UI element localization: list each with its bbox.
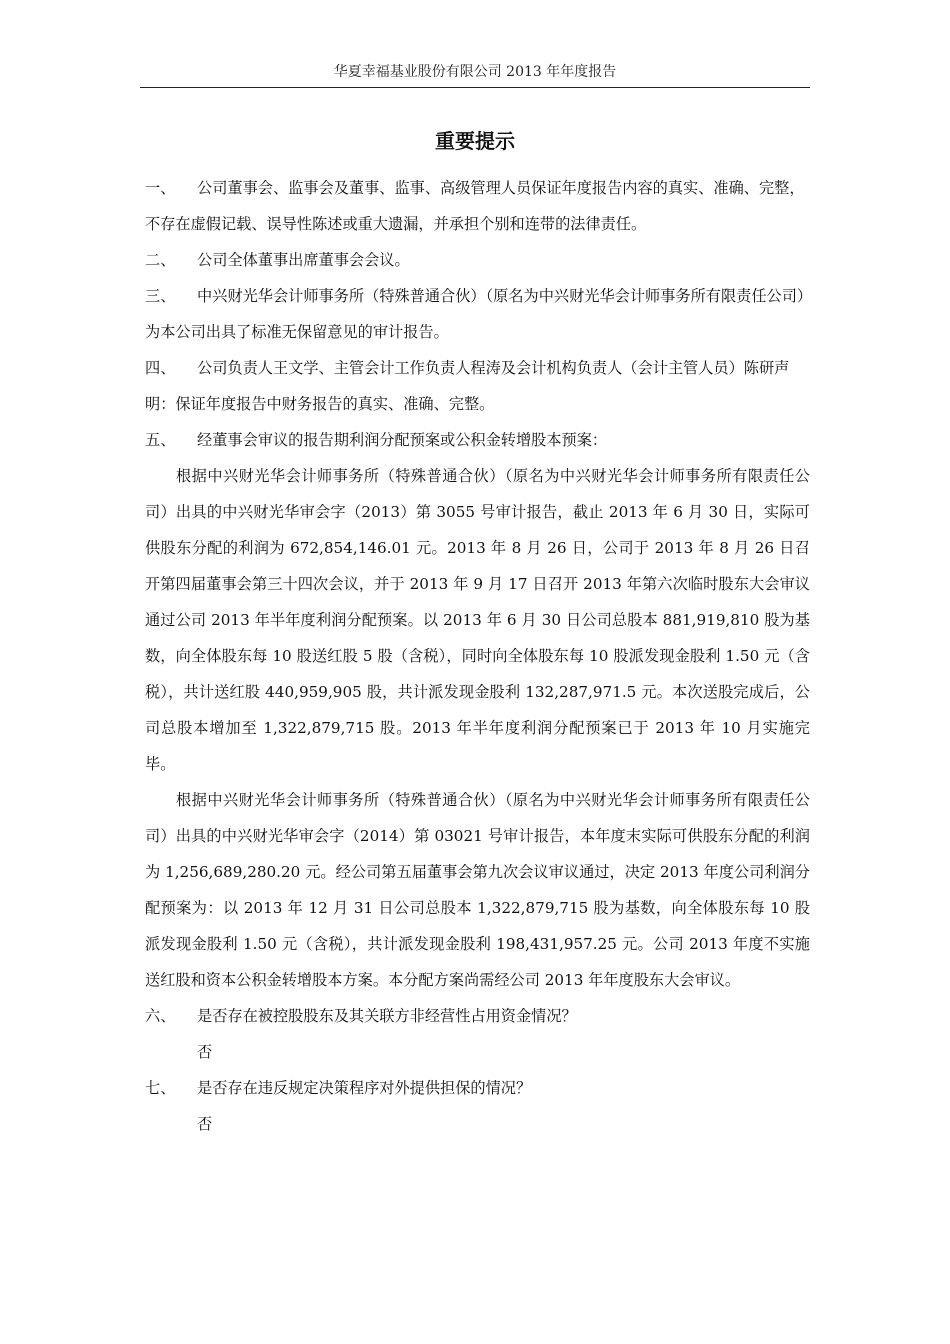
item-text: 中兴财光华会计师事务所（特殊普通合伙）（原名为中兴财光华会计师事务所有限责任公司）为本公司出具了标准无保留意见的审计报告。 — [145, 287, 805, 341]
notice-item-3 — [145, 278, 810, 350]
profit-distribution-paragraph-1: 根据中兴财光华会计师事务所（特殊普通合伙）（原名为中兴财光华会计师事务所有限责任公司）出具的中兴财光华审会字（2013）第 3055 号审计报告，截止 2013 年 6 月 30 日，实际可供股东分配的利润为 672,854,146.01 元。2013 年 8 月 26 日，公司于 2013 年 8 月 26 日召开第四届董事会第三十四次会议，并于 2013 年 9 月 17 日召开 2013 年第六次临时股东大会审议通过公司 2013 年半年度利润分配预案。以 2013 年 6 月 30 日公司总股本 881,919,810 股为基数，向全体股东每 10 股送红股 5 股（含税），同时向全体股东每 10 股派发现金股利 1.50 元（含税），共计送红股 440,959,905 股，共计派发现金股利 132,287,971.5 元。本次送股完成后，公司总股本增加至 1,322,879,715 股。2013 年半年度利润分配预案已于 2013 年 10 月实施完毕。 — [145, 467, 810, 773]
notice-item-1 — [145, 170, 810, 242]
answer-7: 否 — [197, 1115, 213, 1133]
notice-item-4 — [145, 350, 810, 422]
profit-distribution-paragraph-2: 根据中兴财光华会计师事务所（特殊普通合伙）（原名为中兴财光华会计师事务所有限责任公司）出具的中兴财光华审会字（2014）第 03021 号审计报告，本年度末实际可供股东分配的利润为 1,256,689,280.20 元。经公司第五届董事会第九次会议审议通过，决定 2013 年度公司利润分配预案为：以 2013 年 12 月 31 日公司总股本 1,322,879,715 股为基数，向全体股东每 10 股派发现金股利 1.50 元（含税），共计派发现金股利 198,431,957.25 元。公司 2013 年度不实施送红股和资本公积金转增股本方案。本分配方案尚需经公司 2013 年年度股东大会审议。 — [145, 791, 810, 989]
item-number: 四、 — [145, 359, 176, 377]
item-number: 二、 — [145, 251, 176, 269]
item-number: 三、 — [145, 287, 176, 305]
item-number: 五、 — [145, 431, 176, 449]
page-title: 重要提示 — [435, 129, 515, 153]
item-text: 公司负责人王文学、主管会计工作负责人程涛及会计机构负责人（会计主管人员）陈研声明：保证年度报告中财务报告的真实、准确、完整。 — [145, 359, 790, 413]
notice-item-6 — [145, 998, 810, 1034]
header-divider — [140, 87, 810, 88]
item-number: 六、 — [145, 1007, 176, 1025]
document-body — [145, 170, 810, 1142]
answer-6: 否 — [197, 1043, 213, 1061]
page-header: 华夏幸福基业股份有限公司 2013 年年度报告 — [333, 64, 617, 80]
notice-item-5 — [145, 422, 810, 458]
item-text: 公司全体董事出席董事会会议。 — [197, 251, 410, 269]
item-text: 公司董事会、监事会及董事、监事、高级管理人员保证年度报告内容的真实、准确、完整，不存在虚假记载、误导性陈述或重大遗漏，并承担个别和连带的法律责任。 — [145, 179, 805, 233]
item-number: 一、 — [145, 179, 176, 197]
item-number: 七、 — [145, 1079, 176, 1097]
item-text: 经董事会审议的报告期利润分配预案或公积金转增股本预案： — [197, 431, 608, 449]
notice-item-7 — [145, 1070, 810, 1106]
item-text: 是否存在被控股股东及其关联方非经营性占用资金情况？ — [197, 1007, 577, 1025]
notice-item-2 — [145, 242, 810, 278]
item-text: 是否存在违反规定决策程序对外提供担保的情况？ — [197, 1079, 532, 1097]
